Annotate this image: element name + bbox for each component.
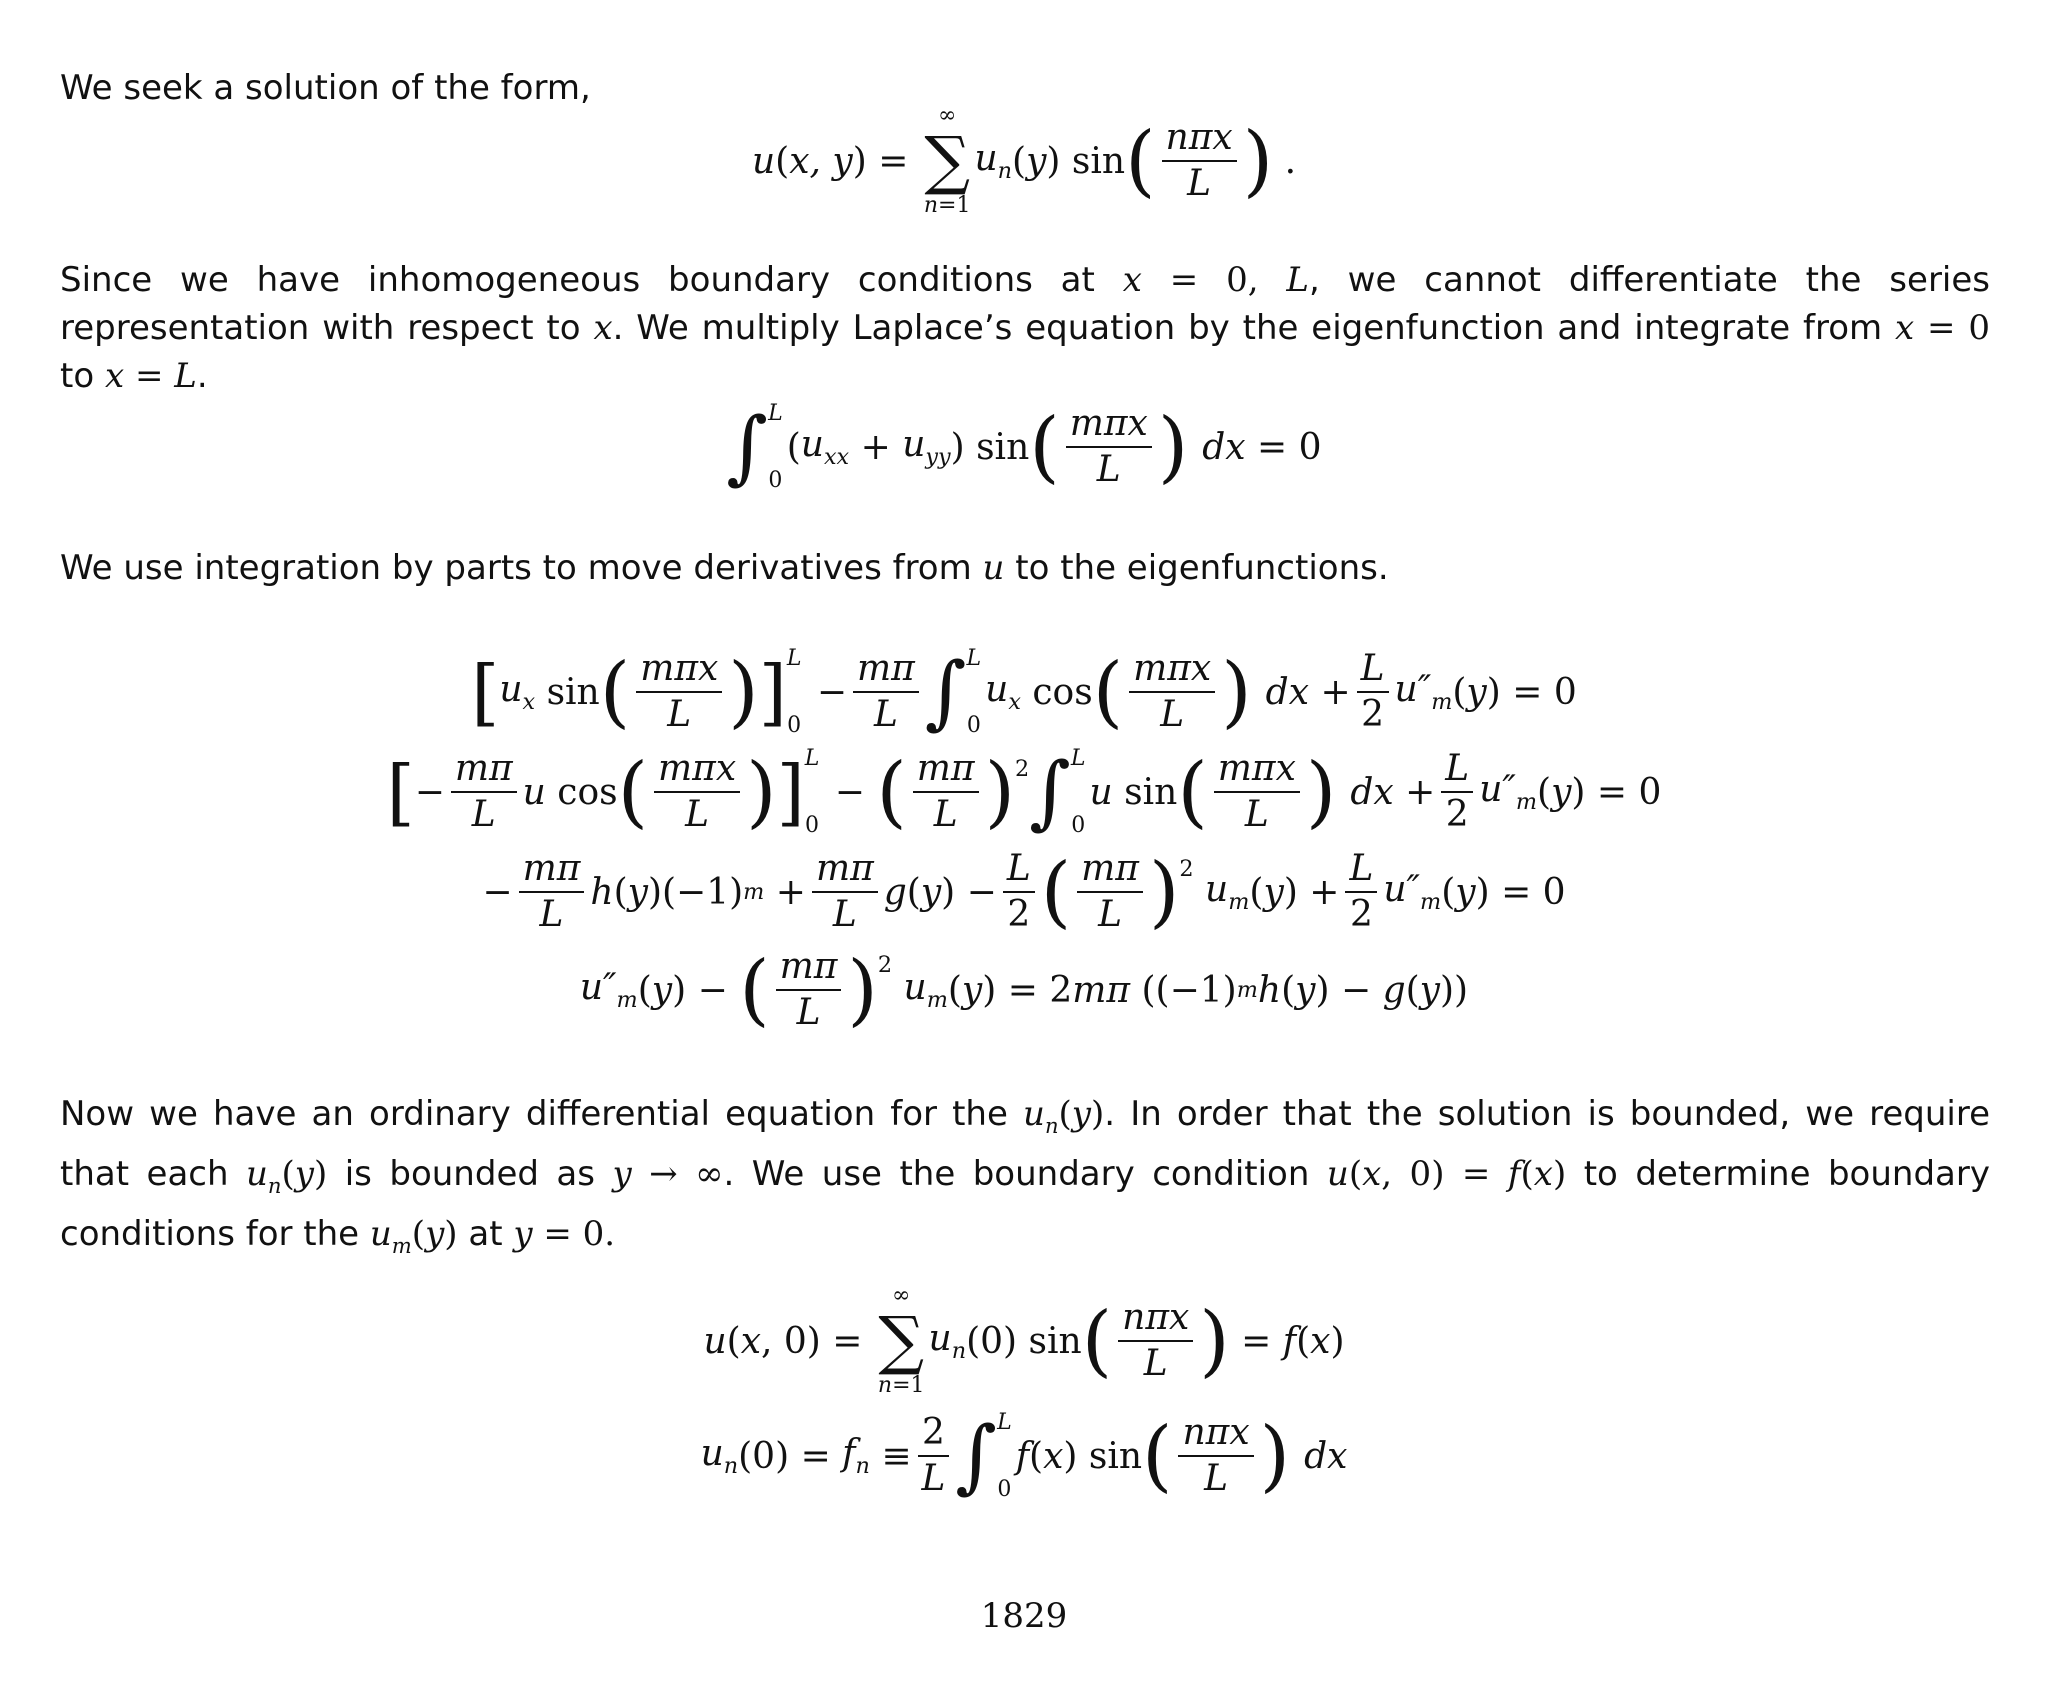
paragraph-ode: Now we have an ordinary differential equation for the $u_n(y)$. In order that the solution is bounded, we require that each $u_n(y)$ is bounded as y → ∞. We use the boundary condition u(x, 0) = f(x) to determine boundary conditions for the $u_m(y)$ at y = 0. <box>60 1094 1990 1258</box>
equation-laplace-integral: ∫ L 0 ( $u_{xx}$ + $u_{yy}$ ) sin ( mπx L ) dx = 0 <box>726 400 1322 493</box>
equation-derivation <box>0 642 2048 1038</box>
equation-fourier-coefficient: $u_n$ (0) = $f_n$ ≡ 2 L ∫ L 0 f ( x ) sin ( nπx L ) dx <box>700 1409 1348 1502</box>
paragraph-intro: We seek a solution of the form, <box>60 68 591 108</box>
equation-line-3: − $\frac{m\pi}{L}$ h ( y )(−1) m + $\frac{m\pi}{L}$ g ( y ) − $\frac{L}{2}$ ( mπ L ) $^2$ $u_m$ ( y ) + $\frac{L}{2}$ $u''_m$ ( y ) = 0 <box>482 847 1566 937</box>
equation-series-form: u ( x, y ) = ∞ ∑ n=1 $u_n$ ( y ) sin ( nπx L ) . <box>751 103 1297 218</box>
equation-line-2: [ − $\frac{m\pi}{L}$ u cos ( mπx L ) ] L 0 − ( mπ L ) $^2$ ∫ L 0 u sin ( mπx L ) dx + $\frac{L}{2}$ $u''_m$ ( y ) = 0 <box>386 745 1662 838</box>
paragraph-integration-by-parts: We use integration by parts to move derivatives from u to the eigenfunctions. <box>60 548 1389 588</box>
equation-boundary-series: u ( x , 0) = ∞ ∑ n=1 $u_n$ (0) sin ( nπx L ) = f ( x ) $u_n$ (0) = $f_n$ ≡ 2 L ∫ L 0 f ( x ) sin ( nπx L ) dx <box>0 1282 2048 1512</box>
page-number: 1829 <box>980 1596 1068 1636</box>
paragraph-inhomogeneous: Since we have inhomogeneous boundary conditions at x = 0, L, we cannot differentiate the series representation with respect to x. We multiply Laplace’s equation by the eigenfunction and integrate from x = 0 to x = L. <box>60 260 1991 396</box>
equation-line-4: $u''_m$ ( y ) − ( mπ L ) $^2$ $u_m$ ( y ) = 2 mπ ((−1) m h ( y ) − g ( y )) <box>579 945 1469 1035</box>
equation-line-1: [ $u_x$ sin ( mπx L ) ] L 0 − $\frac{m\pi}{L}$ ∫ L 0 $u_x$ cos ( mπx L ) dx + $\frac{L}{2}$ $u''_m$ ( y ) = 0 <box>471 645 1577 738</box>
